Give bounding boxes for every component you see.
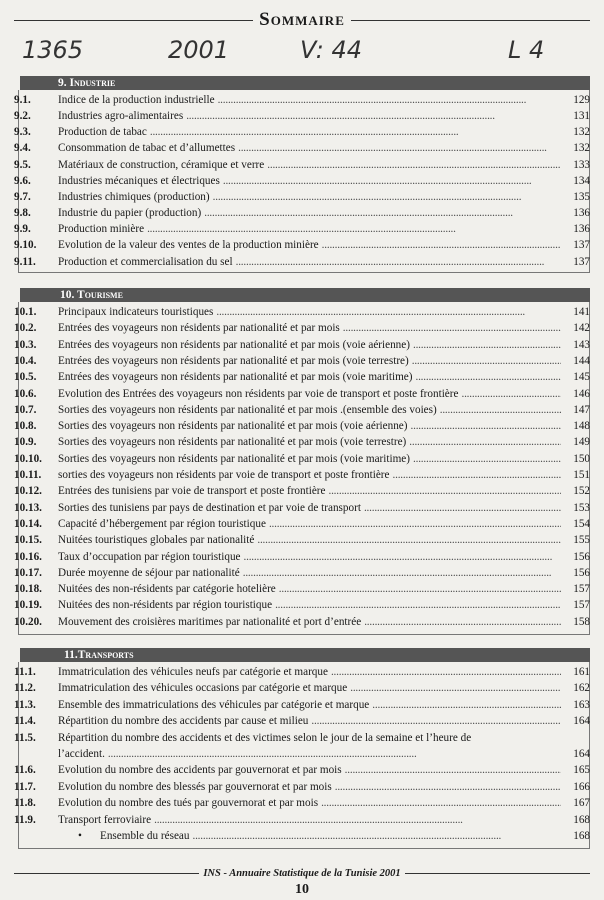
toc-entry-title-text: Ensemble du réseau	[100, 830, 190, 842]
toc-entry-page: 153	[573, 501, 590, 514]
dot-leader	[218, 92, 561, 108]
toc-entry-page: 167	[573, 797, 590, 810]
toc-entry[interactable]	[14, 795, 590, 811]
dot-leader	[244, 549, 561, 565]
toc-entry-number: 10.17.	[14, 566, 42, 579]
toc-entry-number: 11.9.	[14, 813, 36, 826]
toc-entry-number: 10.15.	[14, 534, 42, 547]
page-title: Sommaire	[259, 9, 345, 30]
toc-entry[interactable]	[14, 697, 590, 713]
toc-entry-number: 9.7.	[14, 190, 31, 203]
toc-entry[interactable]	[14, 597, 590, 613]
toc-entry-page: 164	[573, 748, 590, 760]
toc-entry-page: 129	[573, 94, 590, 106]
toc-entry-page: 151	[573, 469, 590, 481]
toc-entry[interactable]	[14, 680, 590, 696]
toc-entry-page: 134	[573, 174, 590, 187]
toc-entry-title: Production et commercialisation du sel	[58, 255, 233, 268]
toc-entry[interactable]	[14, 173, 590, 189]
toc-entry-number: 10.1.	[14, 306, 37, 318]
dot-leader	[345, 762, 561, 778]
toc-entry-page: 146	[573, 387, 590, 400]
toc-entry[interactable]	[14, 402, 590, 418]
toc-entry-number: 10.20.	[14, 615, 42, 628]
toc-entry-number: 10.18.	[14, 583, 42, 596]
toc-entry-number: 11.7.	[14, 780, 36, 793]
header-rule-right	[351, 20, 590, 21]
toc-entry-title: Evolution des Entrées des voyageurs non résidents par voie de transport et poste frontière	[58, 387, 459, 400]
section-heading-tourisme: 10. Tourisme	[20, 288, 590, 302]
toc-entry-number: 11.4.	[14, 715, 36, 728]
toc-entry[interactable]	[14, 369, 590, 385]
toc-entry-page: 157	[573, 599, 590, 612]
page-footer	[14, 866, 590, 880]
toc-entry-number: 9.2.	[14, 110, 31, 123]
toc-entry-number: 10.4.	[14, 354, 37, 367]
toc-entry[interactable]	[14, 320, 590, 336]
toc-entry[interactable]	[14, 762, 590, 778]
toc-entry-page: 168	[573, 830, 590, 842]
toc-entry-number: 11.1.	[14, 666, 36, 678]
toc-entry-number: 10.2.	[14, 322, 37, 335]
toc-entry-number: 10.8.	[14, 420, 37, 433]
toc-entry-number: 10.16.	[14, 550, 42, 563]
toc-entry-title: Entrées des voyageurs non résidents par nationalité et par mois (voie terrestre)	[58, 354, 409, 367]
toc-entry-page: 142	[573, 322, 590, 335]
toc-entry[interactable]	[14, 500, 590, 516]
toc-entry-title: Evolution du nombre des accidents par gouvernorat et par mois	[58, 764, 342, 777]
dot-leader	[236, 254, 561, 270]
toc-entry-number: 10.5.	[14, 371, 37, 384]
toc-entry-page: 135	[573, 190, 590, 203]
toc-entry[interactable]	[14, 451, 590, 467]
toc-entry[interactable]	[14, 92, 590, 108]
toc-entry-page: 143	[573, 338, 590, 351]
dot-leader	[411, 418, 561, 434]
header-rule-left	[14, 20, 253, 21]
toc-entry-page: 156	[573, 566, 590, 579]
toc-entry-number: 11.3.	[14, 698, 36, 711]
toc-entry-page: 162	[573, 682, 590, 695]
toc-entry-title: sorties des voyageurs non résidents par voie de transport et poste frontière	[58, 469, 390, 481]
toc-entry-number: 11.5.	[14, 731, 36, 744]
toc-entry[interactable]	[14, 140, 590, 156]
toc-entry-title	[58, 828, 189, 844]
dot-leader	[257, 532, 561, 548]
toc-entry-title: Sorties des voyageurs non résidents par nationalité et par mois (voie terrestre)	[58, 436, 407, 449]
toc-entry-title: Evolution de la valeur des ventes de la production minière	[58, 239, 319, 252]
dot-leader	[440, 402, 561, 418]
toc-entry-title: Sorties des voyageurs non résidents par nationalité et par mois (voie maritime)	[58, 452, 411, 465]
toc-entry-page: 136	[573, 207, 590, 220]
dot-leader	[186, 108, 561, 124]
toc-entry[interactable]	[14, 713, 590, 729]
dot-leader	[279, 581, 561, 597]
toc-entry-title: Transport ferroviaire	[58, 813, 152, 826]
toc-entry-title: Industries mécaniques et électriques	[58, 174, 220, 187]
toc-entry-page: 165	[573, 764, 590, 777]
toc-entry[interactable]	[14, 581, 590, 597]
toc-entry[interactable]	[14, 157, 590, 173]
toc-entry-page: 141	[573, 306, 590, 318]
toc-entry-number: 9.10.	[14, 239, 37, 252]
toc-entry-number: 11.6.	[14, 764, 36, 777]
toc-entry-title: Durée moyenne de séjour par nationalité	[58, 566, 240, 579]
bullet-icon: •	[78, 830, 82, 842]
dot-leader	[269, 516, 561, 532]
toc-entry-title: Sorties des voyageurs non résidents par nationalité et par mois (voie aérienne)	[58, 420, 408, 433]
dot-leader	[147, 221, 561, 237]
toc-entry-title: Mouvement des croisières maritimes par nationalité et port d’entrée	[58, 615, 362, 628]
section-heading-transports: 11.Transports	[20, 648, 590, 662]
dot-leader	[216, 304, 561, 320]
toc-entry-title: Industrie du papier (production)	[58, 207, 202, 220]
dot-leader	[364, 500, 561, 516]
toc-entry-title: Production minière	[58, 223, 145, 236]
dot-leader	[364, 614, 561, 630]
toc-entry[interactable]	[14, 353, 590, 369]
toc-entry-title: Nuitées touristiques globales par nationalité	[58, 534, 255, 547]
dot-leader	[335, 779, 561, 795]
toc-entry-title: Industries agro-alimentaires	[58, 110, 184, 123]
toc-entry-title: Indice de la production industrielle	[58, 94, 215, 106]
toc-entry-page: 156	[573, 550, 590, 563]
toc-entry-number: 10.19.	[14, 599, 42, 612]
toc-entry-number: 11.2.	[14, 682, 36, 695]
toc-entry[interactable]	[14, 746, 590, 762]
toc-entry-page: 137	[573, 239, 590, 252]
toc-entry-number: 9.5.	[14, 158, 31, 171]
toc-entry[interactable]	[14, 532, 590, 548]
toc-entry-page: 132	[573, 126, 590, 139]
toc-entry[interactable]	[14, 516, 590, 532]
toc-entry-title: Consommation de tabac et d’allumettes	[58, 142, 236, 155]
toc-entry-page: 161	[573, 666, 590, 678]
toc-entry[interactable]	[14, 779, 590, 795]
dot-leader	[412, 353, 561, 369]
toc-entry-page: 158	[573, 615, 590, 628]
toc-entry-title: Sorties des tunisiens par pays de destination et par voie de transport	[58, 501, 361, 514]
toc-entry-page: 154	[573, 517, 590, 530]
dot-leader	[267, 157, 561, 173]
toc-entry[interactable]	[14, 221, 590, 237]
toc-entry-number: 10.10.	[14, 452, 42, 465]
toc-entry-page: 132	[573, 142, 590, 155]
dot-leader	[238, 140, 561, 156]
toc-entry[interactable]	[14, 124, 590, 140]
toc-entry-number: 10.3.	[14, 338, 37, 351]
toc-entry[interactable]	[14, 304, 590, 320]
toc-entry-title: Immatriculation des véhicules occasions par catégorie et marque	[58, 682, 348, 695]
toc-entry-number: 9.8.	[14, 207, 31, 220]
dot-leader	[243, 565, 561, 581]
toc-entry-page: 144	[573, 354, 590, 367]
toc-entry-number: 10.13.	[14, 501, 42, 514]
toc-entry-title: Principaux indicateurs touristiques	[58, 306, 214, 318]
toc-entry-page: 157	[573, 583, 590, 596]
toc-entry[interactable]	[14, 549, 590, 565]
toc-entry-title: Entrées des voyageurs non résidents par nationalité et par mois (voie maritime)	[58, 371, 413, 384]
dot-leader	[192, 828, 561, 844]
toc-entry-page: 152	[573, 485, 590, 498]
toc-entry-title: Matériaux de construction, céramique et verre	[58, 158, 265, 171]
toc-entry[interactable]	[14, 614, 590, 630]
toc-entry-number: 10.6.	[14, 387, 37, 400]
dot-leader	[409, 434, 561, 450]
toc-entry[interactable]	[14, 434, 590, 450]
toc-entry-number: 10.12.	[14, 485, 42, 498]
dot-leader	[350, 680, 561, 696]
toc-entry-title: Evolution du nombre des blessés par gouvernorat et par mois	[58, 780, 332, 793]
toc-entry[interactable]	[14, 418, 590, 434]
toc-entry[interactable]	[14, 565, 590, 581]
toc-entry[interactable]	[14, 205, 590, 221]
toc-entry-title: Répartition du nombre des accidents et des victimes selon le jour de la semaine et l’heure de	[58, 731, 472, 744]
toc-entry-page: 149	[573, 436, 590, 449]
toc-entry-number: 9.6.	[14, 174, 31, 187]
toc-entry-title: l’accident.	[58, 748, 105, 760]
handwritten-note-1: 1365	[22, 36, 84, 64]
dot-leader	[413, 451, 561, 467]
toc-entry-page: 131	[573, 110, 590, 123]
toc-entry-number: 9.1.	[14, 94, 31, 106]
toc-entry-title: Nuitées des non-résidents par région touristique	[58, 599, 273, 612]
footer-rule-left	[14, 873, 199, 874]
toc-entry-page: 136	[573, 223, 590, 236]
handwritten-note-3: V: 44	[300, 36, 363, 64]
dot-leader	[413, 337, 561, 353]
toc-entry-number: 9.11.	[14, 255, 36, 268]
handwritten-note-2: 2001	[168, 36, 230, 64]
toc-entry-page: 147	[573, 403, 590, 416]
toc-entry-title: Sorties des voyageurs non résidents par nationalité et par mois .(ensemble des voies)	[58, 403, 437, 416]
toc-entry-number: 10.11.	[14, 469, 42, 481]
toc-entry-title: Capacité d’hébergement par région touristique	[58, 517, 266, 530]
dot-leader	[223, 173, 561, 189]
dot-leader	[311, 713, 561, 729]
dot-leader	[331, 664, 561, 680]
toc-entry-title: Entrées des voyageurs non résidents par nationalité et par mois	[58, 322, 340, 335]
toc-entry[interactable]	[14, 812, 590, 828]
dot-leader	[150, 124, 561, 140]
dot-leader	[372, 697, 561, 713]
sommaire-header	[14, 8, 590, 32]
toc-entry-number: 10.9.	[14, 436, 37, 449]
handwritten-note-4: L 4	[508, 36, 545, 64]
toc-entry-title: Evolution du nombre des tués par gouvernorat et par mois	[58, 797, 319, 810]
toc-entry-number: 9.9.	[14, 223, 31, 236]
toc-entry-number: 10.14.	[14, 517, 42, 530]
toc-entry[interactable]	[14, 730, 590, 746]
toc-entry-page: 155	[573, 534, 590, 547]
toc-entry-number: 9.4.	[14, 142, 31, 155]
toc-entry[interactable]	[14, 467, 590, 483]
footer-rule-right	[405, 873, 590, 874]
dot-leader	[415, 369, 561, 385]
toc-entry-page: 168	[573, 813, 590, 826]
page-number: 10	[295, 882, 309, 897]
toc-entry-title: Entrées des tunisiens par voie de transport et poste frontière	[58, 485, 326, 498]
toc-entry-number: 9.3.	[14, 126, 31, 139]
toc-entry-title: Ensemble des immatriculations des véhicules par catégorie et marque	[58, 698, 370, 711]
toc-entry[interactable]	[14, 664, 590, 680]
dot-leader	[461, 386, 561, 402]
toc-entry-page: 164	[573, 715, 590, 728]
toc-entry-title: Répartition du nombre des accidents par cause et milieu	[58, 715, 309, 728]
toc-entry-page: 150	[573, 452, 590, 465]
toc-entry-title: Entrées des voyageurs non résidents par nationalité et par mois (voie aérienne)	[58, 338, 410, 351]
toc-entry[interactable]	[14, 386, 590, 402]
toc-entry[interactable]	[14, 337, 590, 353]
toc-entry-title: Immatriculation des véhicules neufs par catégorie et marque	[58, 666, 328, 678]
toc-entry-title: Industries chimiques (production)	[58, 190, 210, 203]
toc-entry[interactable]	[14, 189, 590, 205]
toc-entry-page: 148	[573, 420, 590, 433]
toc-entry[interactable]	[14, 483, 590, 499]
footer-text: INS - Annuaire Statistique de la Tunisie 2001	[203, 867, 401, 879]
toc-entry-page: 137	[573, 255, 590, 268]
dot-leader	[213, 189, 561, 205]
dot-leader	[275, 597, 561, 613]
toc-entry-page: 166	[573, 780, 590, 793]
toc-entry-title: Nuitées des non-résidents par catégorie hotelière	[58, 583, 276, 596]
dot-leader	[321, 795, 561, 811]
toc-entry-title: Production de tabac	[58, 126, 147, 139]
dot-leader	[322, 237, 561, 253]
dot-leader	[328, 483, 561, 499]
toc-entry-number: 10.7.	[14, 403, 37, 416]
toc-entry[interactable]	[14, 237, 590, 253]
toc-entry-number: 11.8.	[14, 797, 36, 810]
dot-leader	[204, 205, 561, 221]
toc-entry[interactable]	[14, 108, 590, 124]
toc-entry-title: Taux d’occupation par région touristique	[58, 550, 241, 563]
toc-entry[interactable]	[14, 254, 590, 270]
toc-entry-page: 163	[573, 698, 590, 711]
dot-leader	[108, 746, 561, 762]
toc-entry-page: 133	[573, 158, 590, 171]
toc-entry-page: 145	[573, 371, 590, 384]
dot-leader	[393, 467, 562, 483]
section-heading-industrie: 9. Industrie	[20, 76, 590, 90]
dot-leader	[154, 812, 561, 828]
dot-leader	[343, 320, 561, 336]
toc-entry[interactable]	[14, 828, 590, 844]
